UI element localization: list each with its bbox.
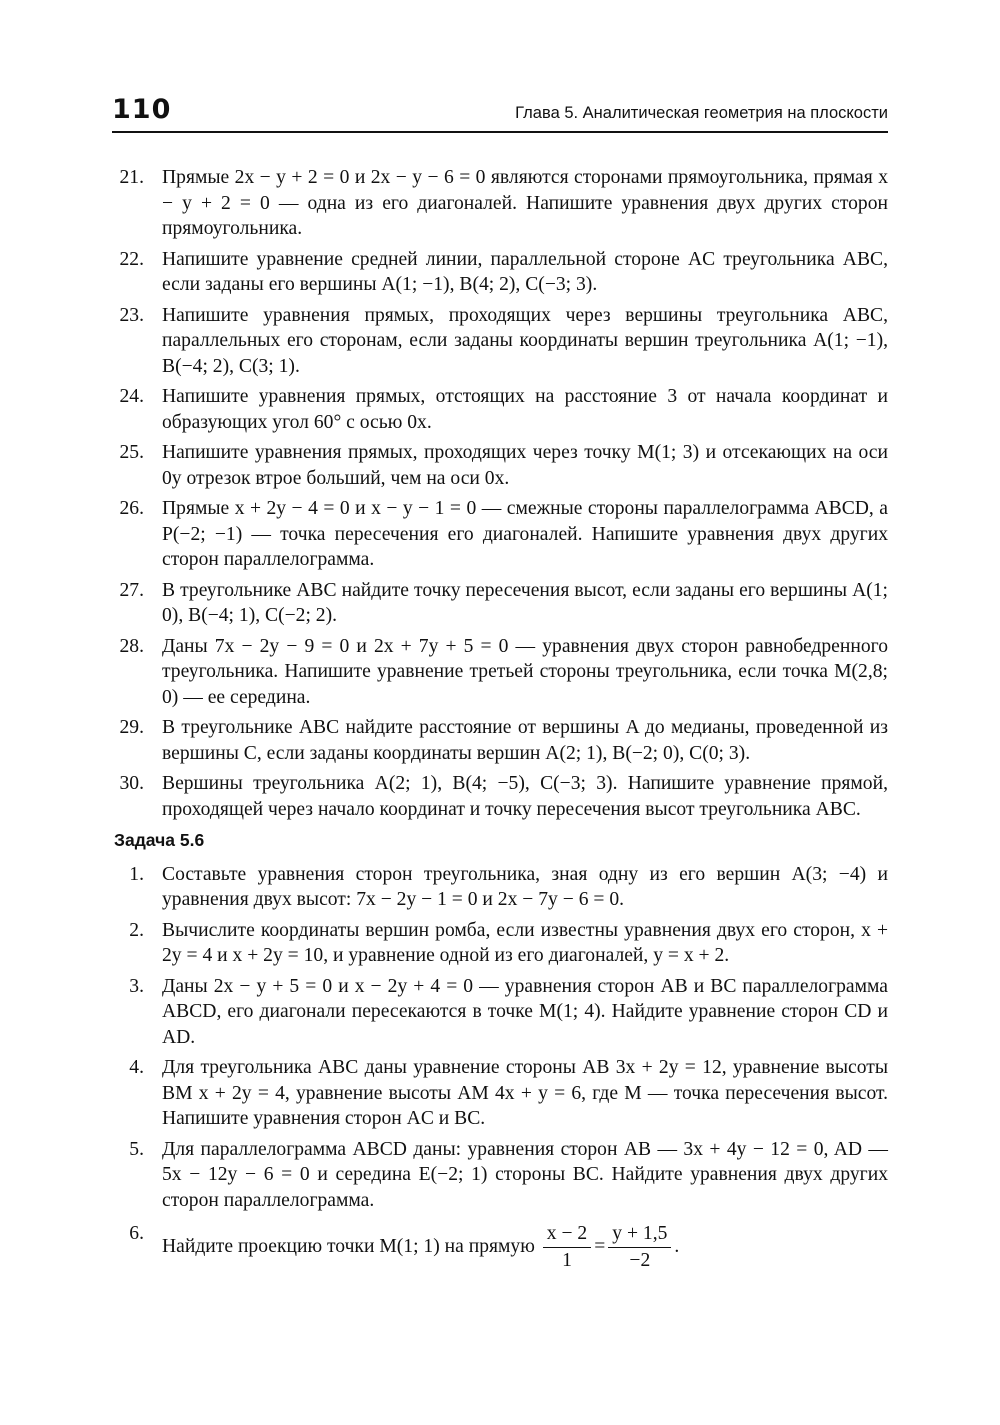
problem-text: Вершины треугольника A(2; 1), B(4; −5), C(−3; 3). Напишите уравнение прямой, проходящей через начало координат и точку пересечения высот треугольника ABC. [162, 773, 888, 820]
fraction-y-numerator: y + 1,5 [608, 1221, 671, 1248]
problem-number: 21. [119, 167, 144, 188]
problem-text: Даны 2x − y + 5 = 0 и x − 2y + 4 = 0 — уравнения сторон AB и BC параллелограмма ABCD, его диагонали пересекаются в точке M(1; 4). Найдите уравнение сторон CD и AD. [162, 975, 888, 1048]
problem-item [112, 634, 888, 711]
problem-number: 1. [129, 863, 144, 885]
problem-list-continued [112, 165, 888, 822]
problem-item [112, 918, 888, 969]
problem-item [112, 771, 888, 822]
problem-number: 6. [129, 1223, 144, 1244]
page-header [112, 94, 888, 134]
page-content [112, 165, 888, 1279]
problem-text: В треугольнике ABC найдите расстояние от вершины A до медианы, проведенной из вершины C, если заданы координаты вершин A(2; 1), B(−2; 0), C(0; 3). [162, 717, 888, 764]
section-title: Задача 5.6 [114, 830, 205, 850]
problem-number: 26. [119, 498, 144, 519]
problem-number: 27. [119, 579, 144, 601]
problem-item [112, 578, 888, 629]
problem-number: 30. [119, 773, 144, 794]
problem-text: Для параллелограмма ABCD даны: уравнения сторон AB — 3x + 4y − 12 = 0, AD — 5x − 12y − 6 = 0 и середина E(−2; 1) стороны BC. Найдите уравнения двух других сторон параллелограмма. [162, 1138, 888, 1211]
problem-number: 3. [129, 975, 144, 997]
end-period: . [674, 1236, 680, 1257]
problem-text: Для треугольника ABC даны уравнение стороны AB 3x + 2y = 12, уравнение высоты BM x + 2y = 4, уравнение высоты AM 4x + y = 6, где M — точка пересечения высот. Напишите уравнения сторон AC и BC. [162, 1057, 888, 1129]
problem-item [112, 303, 888, 380]
problem-number: 29. [119, 717, 144, 738]
problem-item [112, 247, 888, 298]
problem-text: Составьте уравнения сторон треугольника, зная одну из его вершин A(3; −4) и уравнения двух высот: 7x − 2y − 1 = 0 и 2x − 7y − 6 = 0. [162, 863, 888, 910]
problem-text: Вычислите координаты вершин ромба, если известны уравнения двух его сторон, x + 2y = 4 и x + 2y = 10, и уравнение одной из его диагоналей, y = x + 2. [162, 919, 888, 966]
problem-list-5-6 [112, 862, 888, 1214]
problem-text: Найдите проекцию точки M(1; 1) на прямую [162, 1236, 535, 1257]
problem-text: Напишите уравнения прямых, отстоящих на расстояние 3 от начала координат и образующих угол 60° с осью 0x. [162, 386, 888, 433]
problem-number: 22. [119, 248, 144, 270]
problem-text: Напишите уравнение средней линии, параллельной стороне AC треугольника ABC, если заданы его вершины A(1; −1), B(4; 2), C(−3; 3). [162, 248, 888, 295]
page-number: 110 [112, 94, 172, 125]
problem-text: Прямые 2x − y + 2 = 0 и 2x − y − 6 = 0 являются сторонами прямоугольника, прямая x − y + 2 = 0 — одна из его диагоналей. Напишите уравнения двух других сторон прямоугольника. [162, 167, 888, 239]
problem-item [112, 496, 888, 573]
fraction-x-numerator: x − 2 [543, 1221, 591, 1248]
problem-item [112, 974, 888, 1051]
problem-item [112, 384, 888, 435]
equals-sign: = [594, 1236, 606, 1257]
problem-number: 5. [129, 1138, 144, 1160]
problem-text: В треугольнике ABC найдите точку пересечения высот, если заданы его вершины A(1; 0), B(−4; 1), C(−2; 2). [162, 579, 888, 626]
problem-text: Прямые x + 2y − 4 = 0 и x − y − 1 = 0 — смежные стороны параллелограмма ABCD, а P(−2; −1) — точка пересечения его диагоналей. Напишите уравнения двух других сторон параллелограмма. [162, 498, 888, 570]
chapter-title: Глава 5. Аналитическая геометрия на плоскости [515, 104, 888, 122]
fraction-x-denominator: 1 [562, 1250, 572, 1271]
problem-number: 25. [119, 442, 144, 463]
problem-item [112, 862, 888, 913]
header-divider [112, 131, 888, 133]
problem-number: 2. [129, 919, 144, 941]
problem-item-6 [112, 1221, 888, 1274]
problem-text: Даны 7x − 2y − 9 = 0 и 2x + 7y + 5 = 0 — уравнения двух сторон равнобедренного треугольника. Напишите уравнение третьей стороны треугольника, если точка M(2,8; 0) — ее середина. [162, 635, 888, 708]
problem-item [112, 715, 888, 766]
problem-item [112, 165, 888, 242]
problem-text: Напишите уравнения прямых, проходящих через вершины треугольника ABC, параллельных его сторонам, если заданы координаты вершин треугольника A(1; −1), B(−4; 2), C(3; 1). [162, 304, 888, 377]
problem-number: 4. [129, 1057, 144, 1078]
fraction-y [608, 1221, 671, 1274]
problem-number: 23. [119, 304, 144, 326]
problem-text: Напишите уравнения прямых, проходящих через точку M(1; 3) и отсекающих на оси 0y отрезок втрое больший, чем на оси 0x. [162, 442, 888, 489]
problem-item [112, 1137, 888, 1214]
problem-item [112, 1055, 888, 1132]
fraction-y-denominator: −2 [629, 1250, 651, 1271]
fraction-x [543, 1221, 591, 1274]
problem-number: 24. [119, 386, 144, 407]
problem-number: 28. [119, 635, 144, 657]
problem-item [112, 440, 888, 491]
